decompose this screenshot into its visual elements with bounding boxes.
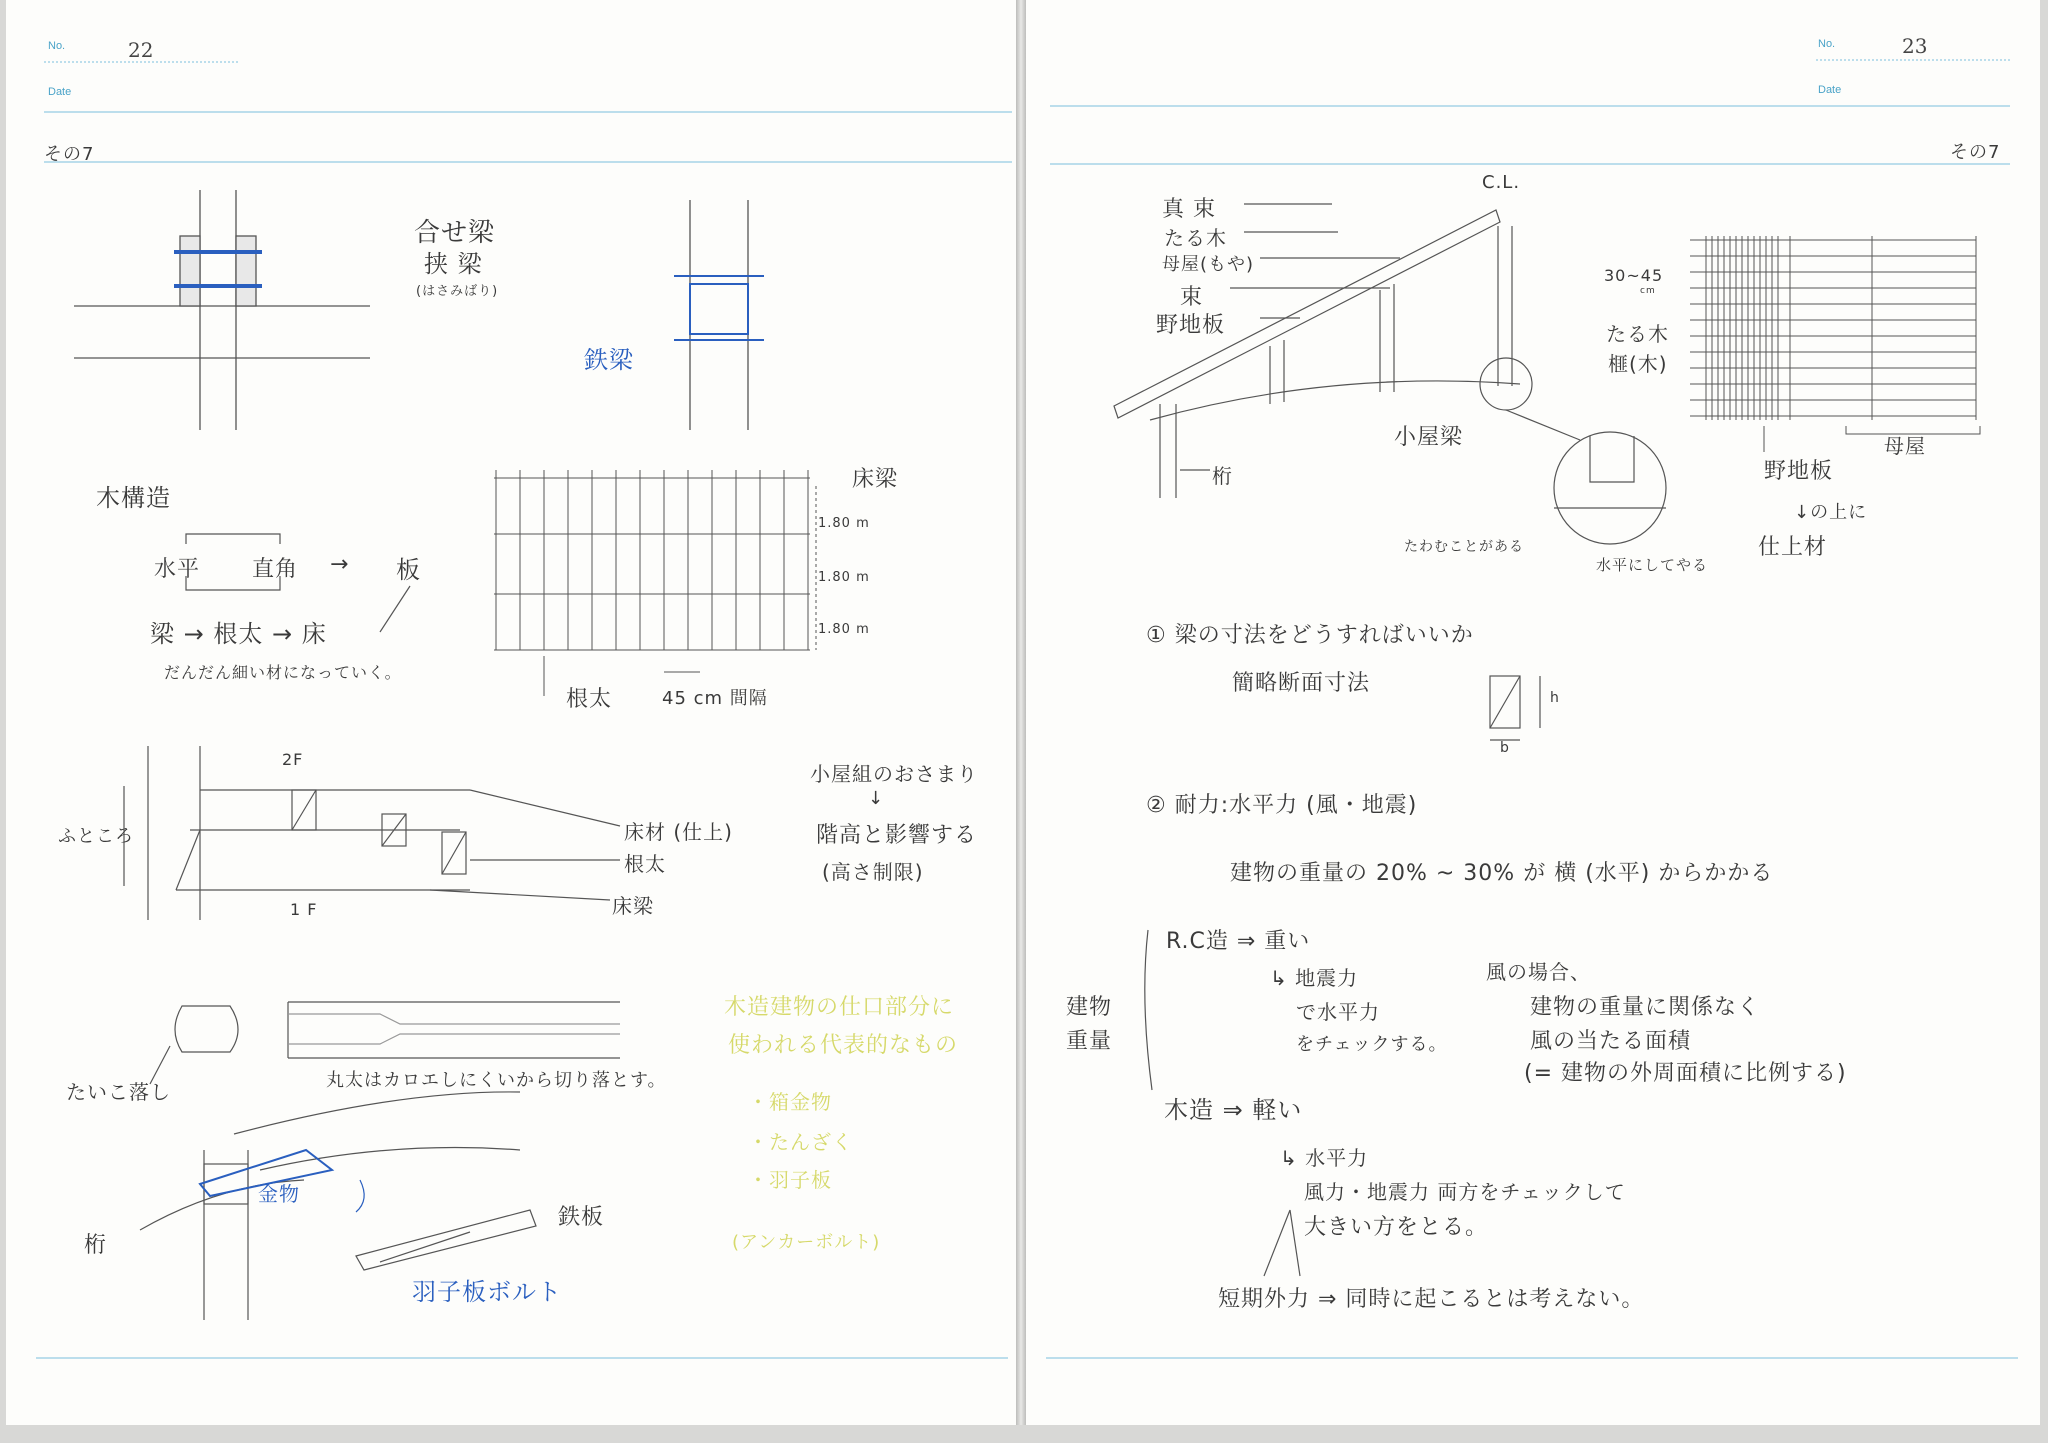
floor-grid-sketch	[494, 470, 816, 696]
grid-dim-3: 1.80 m	[818, 622, 870, 637]
hardware-note-title-1: 木造建物の仕口部分に	[724, 995, 955, 1020]
plan-purlin-label: 母屋	[1884, 434, 1926, 458]
roof-label-rafter: たる木	[1164, 226, 1227, 250]
roof-label-purlin: 母屋(もや)	[1162, 254, 1255, 275]
sandwich-beam-sketch	[74, 190, 370, 430]
wind-3: 風の当たる面積	[1530, 1029, 1692, 1054]
right-angle-label: 直角	[252, 557, 299, 582]
bolt-label: 羽子板ボルト	[412, 1278, 562, 1306]
plan-suki-label: 榧(木)	[1608, 352, 1668, 376]
question-2: ② 耐力:水平力 (風・地震)	[1146, 793, 1418, 818]
arrow-label: →	[330, 552, 350, 577]
log-name: たいこ落し	[66, 1080, 171, 1104]
center-line-label: C.L.	[1482, 172, 1521, 193]
koyabari-label: 小屋梁	[1394, 425, 1464, 450]
plan-rafter-label: たる木	[1606, 322, 1669, 346]
wood-sub-2: 風力・地震力 両方をチェックして	[1304, 1180, 1626, 1204]
roof-label-king-post: 真 束	[1162, 197, 1216, 222]
wood-sub-3: 大きい方をとる。	[1304, 1215, 1489, 1240]
date-label: Date	[48, 86, 72, 98]
beam-label-1: 合せ梁	[414, 218, 496, 248]
wood-sub-1: ↳ 水平力	[1280, 1146, 1369, 1170]
floor2-label: 2F	[282, 750, 304, 769]
question-1-sub: 簡略断面寸法	[1232, 671, 1371, 696]
page-number-label: No.	[48, 40, 66, 52]
page-number-label-right: No.	[1818, 38, 1836, 50]
hardware-label: 金物	[258, 1182, 300, 1206]
section-label-beam: 床梁	[612, 894, 654, 918]
weight-statement: 建物の重量の 20% ~ 30% が 横 (水平) からかかる	[1230, 861, 1774, 886]
beam-section-box	[1490, 676, 1540, 740]
wind-4: (= 建物の外周面積に比例する)	[1524, 1061, 1847, 1086]
weight-label-1: 建物	[1066, 995, 1113, 1020]
beam-height-label: h	[1550, 690, 1560, 706]
section-title-right: その7	[1950, 142, 2001, 163]
roof-keta-label: 桁	[1212, 464, 1233, 488]
steel-beam-sketch	[674, 200, 764, 430]
grid-dim-2: 1.80 m	[818, 570, 870, 585]
rc-sub-1: ↳ 地震力	[1270, 966, 1359, 990]
rc-heavy: R.C造 ⇒ 重い	[1166, 929, 1311, 954]
page-number-right: 23	[1902, 34, 1928, 58]
iron-plate-label: 鉄板	[558, 1205, 605, 1230]
rc-sub-3: をチェックする。	[1296, 1034, 1448, 1055]
horizontal-note: 水平にしてやる	[1596, 556, 1709, 574]
rafter-plan-sketch	[1690, 236, 1980, 452]
rc-sub-2: で水平力	[1296, 1000, 1380, 1024]
joist-spacing: 45 cm 間隔	[662, 688, 768, 709]
plan-sheathing-label: 野地板	[1764, 459, 1834, 484]
weight-label-2: 重量	[1066, 1029, 1113, 1054]
hardware-item-2: ・たんざく	[748, 1130, 853, 1154]
beam-reading: (はさみばり)	[416, 284, 499, 299]
hardware-extra: (アンカーボルト)	[732, 1232, 881, 1253]
member-chain: 梁 → 根太 → 床	[150, 620, 327, 648]
attic-note-4: (高さ制限)	[822, 860, 924, 884]
curve-note: たわむことがある	[1404, 539, 1524, 555]
page-number: 22	[128, 38, 154, 62]
section-label-joist: 根太	[624, 852, 666, 876]
hardware-item-1: ・箱金物	[748, 1090, 832, 1114]
floor-section-sketch	[124, 746, 620, 920]
steel-beam-label: 鉄梁	[584, 346, 634, 374]
question-1: ① 梁の寸法をどうすればいいか	[1146, 623, 1474, 648]
wind-1: 風の場合、	[1486, 960, 1591, 984]
plan-spacing-unit: cm	[1640, 286, 1656, 296]
attic-note-2: ↓	[868, 788, 885, 809]
wood-structure-title: 木構造	[96, 484, 171, 512]
log-note: 丸太はカロエしにくいから切り落とす。	[326, 1070, 667, 1091]
section-label-finish: 床材 (仕上)	[624, 820, 733, 844]
horizontal-label: 水平	[154, 557, 201, 582]
hardware-item-3: ・羽子板	[748, 1168, 832, 1192]
board-label: 板	[396, 556, 421, 584]
section-title: その7	[44, 144, 95, 165]
wood-light: 木造 ⇒ 軽い	[1164, 1096, 1303, 1124]
wood-structure-note: だんだん細い材になっていく。	[164, 663, 402, 682]
roof-label-sheathing: 野地板	[1156, 313, 1226, 338]
attic-note-1: 小屋組のおさまり	[810, 762, 978, 786]
attic-note-3: 階高と影響する	[816, 823, 978, 848]
grid-dim-1: 1.80 m	[818, 516, 870, 531]
date-label-right: Date	[1818, 84, 1842, 96]
hardware-note-title-2: 使われる代表的なもの	[728, 1033, 959, 1058]
roof-label-strut: 束	[1180, 285, 1204, 310]
wind-2: 建物の重量に関係なく	[1530, 995, 1761, 1020]
floor1-label: 1 F	[290, 900, 318, 919]
beam-width-label: b	[1500, 740, 1510, 756]
short-term-load: 短期外力 ⇒ 同時に起こるとは考えない。	[1218, 1287, 1645, 1312]
fudokoro-label: ふところ	[58, 826, 134, 847]
plan-spacing: 30~45	[1604, 266, 1664, 285]
joist-label: 根太	[566, 687, 613, 712]
beam-label-2: 挟 梁	[424, 250, 483, 278]
keta-label: 桁	[84, 1233, 108, 1258]
plan-on-top: ↓の上に	[1794, 502, 1868, 523]
plan-finish-label: 仕上材	[1758, 535, 1828, 560]
floor-beam-label: 床梁	[852, 467, 899, 492]
